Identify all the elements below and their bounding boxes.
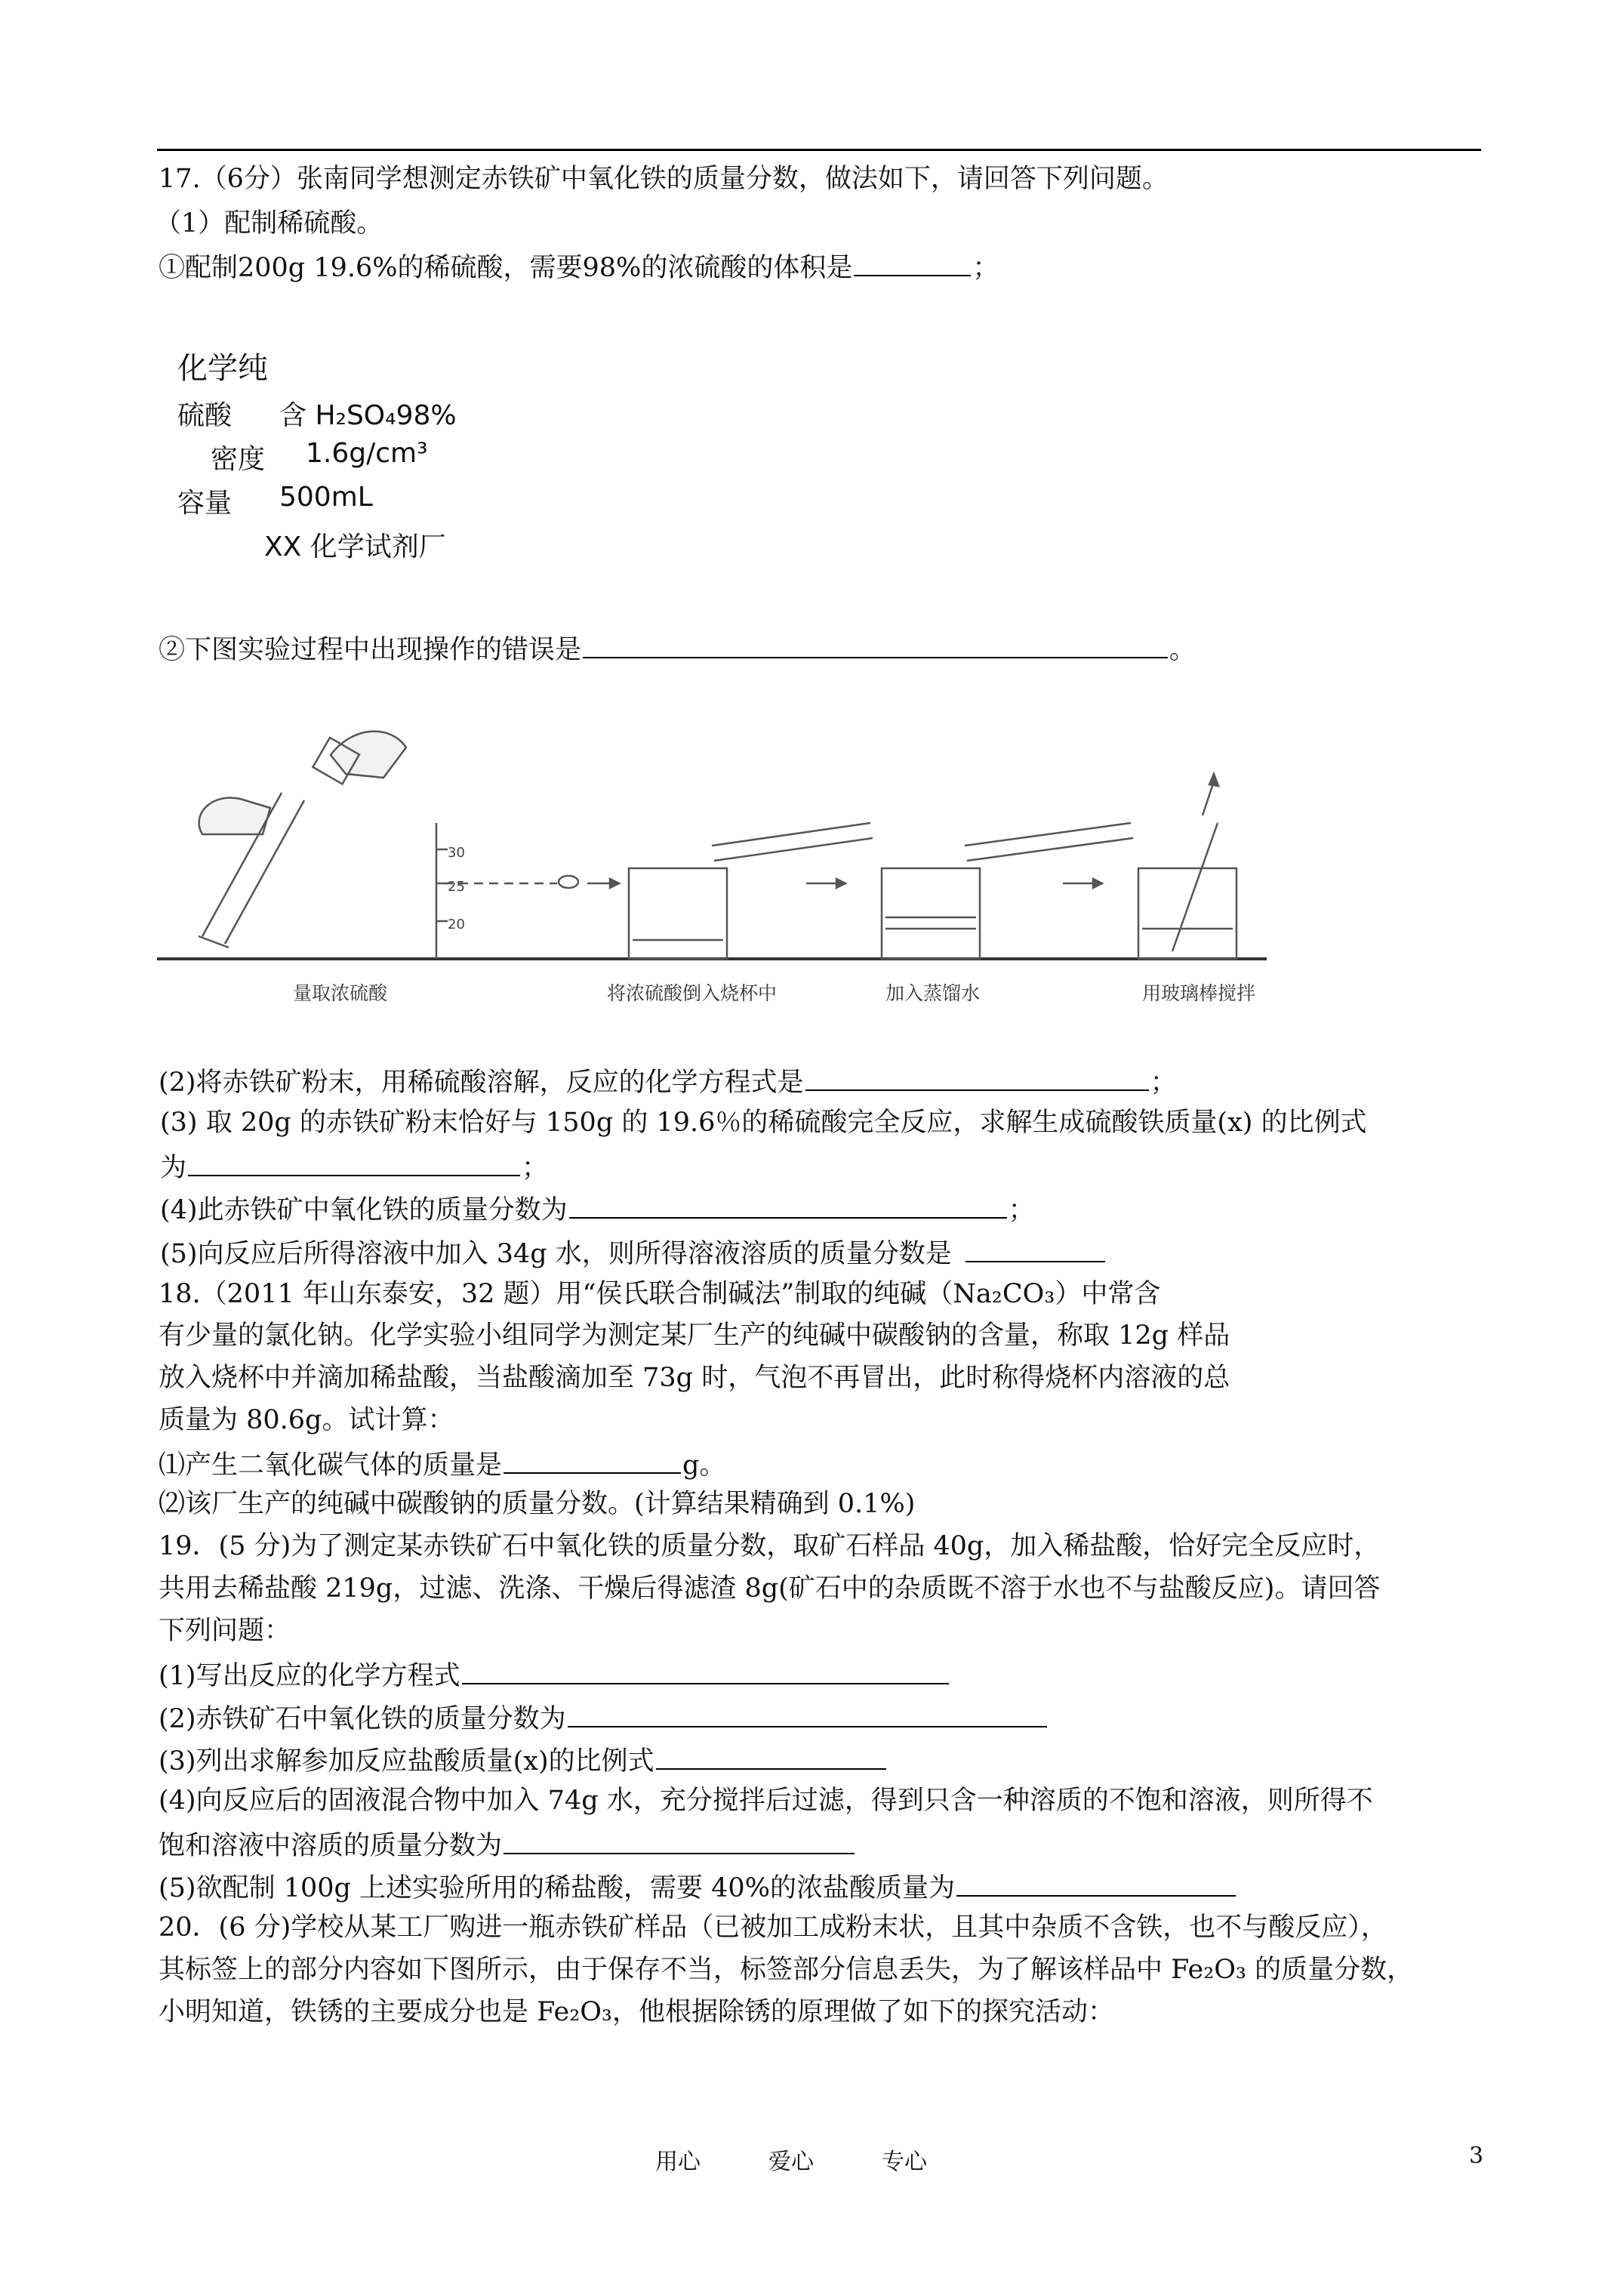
q17-part4 bbox=[160, 1194, 1035, 1224]
scale-label-30: 30 bbox=[448, 845, 465, 861]
q20-line1: 20．(6 分)学校从某工厂购进一瓶赤铁矿样品（已被加工成粉末状，且其中杂质不含铁，也不与酸反应）， bbox=[159, 1912, 1387, 1943]
answer-blank[interactable] bbox=[188, 1152, 520, 1176]
q18-sub1 bbox=[159, 1450, 725, 1479]
q19-sub3 bbox=[159, 1746, 888, 1775]
q17-part3-a: (3) 取 20g 的赤铁矿粉末恰好与 150g 的 19.6％的稀硫酸完全反应，求解生成硫酸铁质量(x) 的比例式 bbox=[160, 1108, 1367, 1138]
q19-sub4-b-text: 饱和溶液中溶质的质量分数为 bbox=[159, 1831, 503, 1861]
page-number: 3 bbox=[1469, 2143, 1484, 2169]
q20-line2: 其标签上的部分内容如下图所示，由于保存不当，标签部分信息丢失，为了解该样品中 Fe₂O₃ 的质量分数， bbox=[159, 1955, 1414, 1985]
experiment-illustration bbox=[157, 710, 1267, 1012]
q17-part1-heading: （1）配制稀硫酸。 bbox=[155, 208, 383, 239]
label-grade: 化学纯 bbox=[177, 351, 268, 386]
experiment-figure bbox=[157, 710, 1267, 1012]
caption-measure: 量取浓硫酸 bbox=[293, 982, 388, 1004]
q19-sub5 bbox=[159, 1872, 1237, 1902]
q19-sub3-text: (3)列出求解参加反应盐酸质量(x)的比例式 bbox=[159, 1746, 654, 1777]
answer-blank[interactable] bbox=[956, 1872, 1236, 1897]
q20-line3: 小明知道，铁锈的主要成分也是 Fe₂O₃，他根据除锈的原理做了如下的探究活动： bbox=[159, 1997, 1114, 2027]
label-density: 1.6g/cm³ bbox=[306, 438, 428, 469]
q17-part2-end: ； bbox=[1150, 1068, 1177, 1098]
q17-part3-b-text: 为 bbox=[160, 1153, 187, 1183]
q17-part2-text: (2)将赤铁矿粉末，用稀硫酸溶解，反应的化学方程式是 bbox=[159, 1068, 804, 1098]
q18-line4: 质量为 80.6g。试计算： bbox=[159, 1405, 454, 1435]
q18-line2: 有少量的氯化钠。化学实验小组同学为测定某厂生产的纯碱中碳酸钠的含量，称取 12g 样品 bbox=[159, 1321, 1230, 1351]
label-volume-title: 容量 bbox=[177, 488, 233, 519]
q17-part1-b bbox=[159, 634, 1196, 664]
q19-line3: 下列问题： bbox=[159, 1616, 291, 1646]
label-name: 硫酸 bbox=[177, 400, 233, 431]
label-content: 含 H₂SO₄98% bbox=[279, 400, 457, 431]
scale-label-20: 20 bbox=[448, 917, 465, 932]
q19-sub5-text: (5)欲配制 100g 上述实验所用的稀盐酸，需要 40%的浓盐酸质量为 bbox=[159, 1873, 955, 1903]
q17-title: 17.（6分）张南同学想测定赤铁矿中氧化铁的质量分数，做法如下，请回答下列问题。 bbox=[159, 164, 1169, 194]
q19-sub4-b bbox=[159, 1830, 856, 1860]
answer-blank[interactable] bbox=[656, 1746, 886, 1770]
answer-blank[interactable] bbox=[854, 252, 971, 276]
q17-part1-a bbox=[159, 252, 999, 282]
q18-line1: 18.（2011 年山东泰安，32 题）用“侯氏联合制碱法”制取的纯碱（Na₂CO₃）中常含 bbox=[159, 1279, 1161, 1309]
answer-blank[interactable] bbox=[569, 1194, 1007, 1219]
q17-part3-end: ； bbox=[522, 1153, 549, 1183]
answer-blank[interactable] bbox=[504, 1450, 681, 1474]
answer-blank[interactable] bbox=[568, 1703, 1047, 1727]
footer-word-2: 爱心 bbox=[768, 2149, 814, 2175]
q19-sub1 bbox=[159, 1660, 950, 1690]
q19-sub2-text: (2)赤铁矿石中氧化铁的质量分数为 bbox=[159, 1704, 566, 1734]
caption-stir: 用玻璃棒搅拌 bbox=[1142, 982, 1256, 1004]
q18-sub1-end: g。 bbox=[682, 1450, 726, 1481]
q17-part5 bbox=[160, 1238, 1107, 1268]
q17-part1-b-text: ②下图实验过程中出现操作的错误是 bbox=[159, 635, 582, 665]
footer-word-1: 用心 bbox=[655, 2149, 701, 2175]
q19-sub1-text: (1)写出反应的化学方程式 bbox=[159, 1661, 460, 1691]
label-density-title: 密度 bbox=[211, 444, 266, 475]
q18-sub1-text: ⑴产生二氧化碳气体的质量是 bbox=[159, 1450, 503, 1481]
label-volume: 500mL bbox=[279, 482, 373, 513]
answer-blank[interactable] bbox=[965, 1238, 1105, 1262]
q17-part1-a-text: ①配制200g 19.6%的稀硫酸，需要98%的浓硫酸的体积是 bbox=[159, 253, 853, 283]
scale-label-25: 25 bbox=[448, 879, 465, 895]
q19-sub2 bbox=[159, 1703, 1049, 1733]
footer-word-3: 专心 bbox=[882, 2149, 927, 2175]
q19-line1: 19．(5 分)为了测定某赤铁矿石中氧化铁的质量分数，取矿石样品 40g，加入稀盐酸，恰好完全反应时， bbox=[159, 1531, 1381, 1561]
answer-blank[interactable] bbox=[462, 1660, 949, 1684]
q17-part4-end: ； bbox=[1008, 1195, 1035, 1225]
q17-part3-b bbox=[160, 1152, 548, 1182]
q17-part2 bbox=[159, 1067, 1177, 1096]
q17-part1-b-end: 。 bbox=[1169, 635, 1196, 665]
answer-blank[interactable] bbox=[504, 1830, 855, 1854]
q17-part1-a-end: ； bbox=[972, 253, 999, 283]
q18-sub2: ⑵该厂生产的纯碱中碳酸钠的质量分数。(计算结果精确到 0.1%) bbox=[159, 1489, 916, 1519]
q18-line3: 放入烧杯中并滴加稀盐酸，当盐酸滴加至 73g 时，气泡不再冒出，此时称得烧杯内溶液的总 bbox=[159, 1363, 1230, 1393]
header-rule bbox=[157, 149, 1481, 151]
answer-blank[interactable] bbox=[583, 634, 1168, 658]
q19-sub4-a: (4)向反应后的固液混合物中加入 74g 水，充分搅拌后过滤，得到只含一种溶质的不饱和溶液，则所得不 bbox=[159, 1786, 1373, 1816]
q19-line2: 共用去稀盐酸 219g，过滤、洗涤、干燥后得滤渣 8g(矿石中的杂质既不溶于水也不与盐酸反应)。请回答 bbox=[159, 1573, 1381, 1604]
q17-part4-text: (4)此赤铁矿中氧化铁的质量分数为 bbox=[160, 1195, 568, 1225]
label-maker: XX 化学试剂厂 bbox=[264, 532, 446, 562]
q17-part5-text: (5)向反应后所得溶液中加入 34g 水，则所得溶液溶质的质量分数是 bbox=[160, 1239, 952, 1269]
caption-add-water: 加入蒸馏水 bbox=[885, 982, 981, 1004]
answer-blank[interactable] bbox=[805, 1067, 1149, 1091]
caption-pour: 将浓硫酸倒入烧杯中 bbox=[607, 982, 778, 1004]
